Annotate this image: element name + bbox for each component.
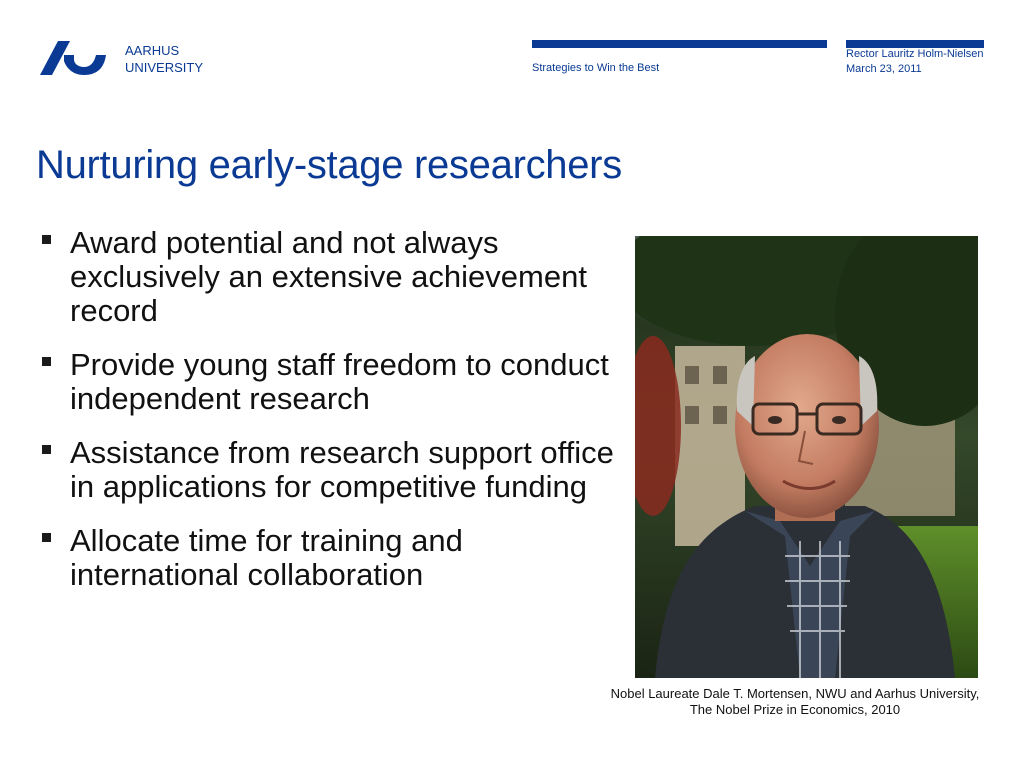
logo-line-1: AARHUS	[125, 43, 180, 58]
speaker-name: Rector Lauritz Holm-Nielsen	[846, 48, 984, 60]
caption-line-1: Nobel Laureate Dale T. Mortensen, NWU and Aarhus University,	[610, 686, 980, 701]
square-bullet-icon	[42, 436, 70, 470]
bullet-text: Award potential and not always exclusively an extensive achievement record	[70, 225, 587, 328]
bullet-item	[42, 436, 614, 504]
bullet-text: Assistance from research support office in applications for competitive funding	[70, 435, 614, 504]
bullet-text: Provide young staff freedom to conduct independent research	[70, 347, 609, 416]
bullet-text: Allocate time for training and international collaboration	[70, 523, 463, 592]
university-name	[125, 42, 203, 76]
bullet-item	[42, 226, 614, 328]
bullet-list	[42, 226, 614, 612]
speaker-info	[846, 47, 984, 77]
aarhus-university-logo-icon	[40, 41, 108, 75]
presentation-date: March 23, 2011	[846, 63, 922, 75]
presentation-title: Strategies to Win the Best	[532, 62, 660, 74]
square-bullet-icon	[42, 524, 70, 558]
bullet-item	[42, 348, 614, 416]
square-bullet-icon	[42, 226, 70, 260]
portrait-photo	[635, 236, 978, 678]
header-bar-left	[532, 40, 827, 48]
square-bullet-icon	[42, 348, 70, 382]
photo-caption	[560, 686, 1024, 718]
logo-line-2: UNIVERSITY	[125, 60, 204, 75]
slide-title: Nurturing early-stage researchers	[36, 143, 622, 187]
caption-line-2: The Nobel Prize in Economics, 2010	[689, 702, 901, 717]
bullet-item	[42, 524, 614, 592]
